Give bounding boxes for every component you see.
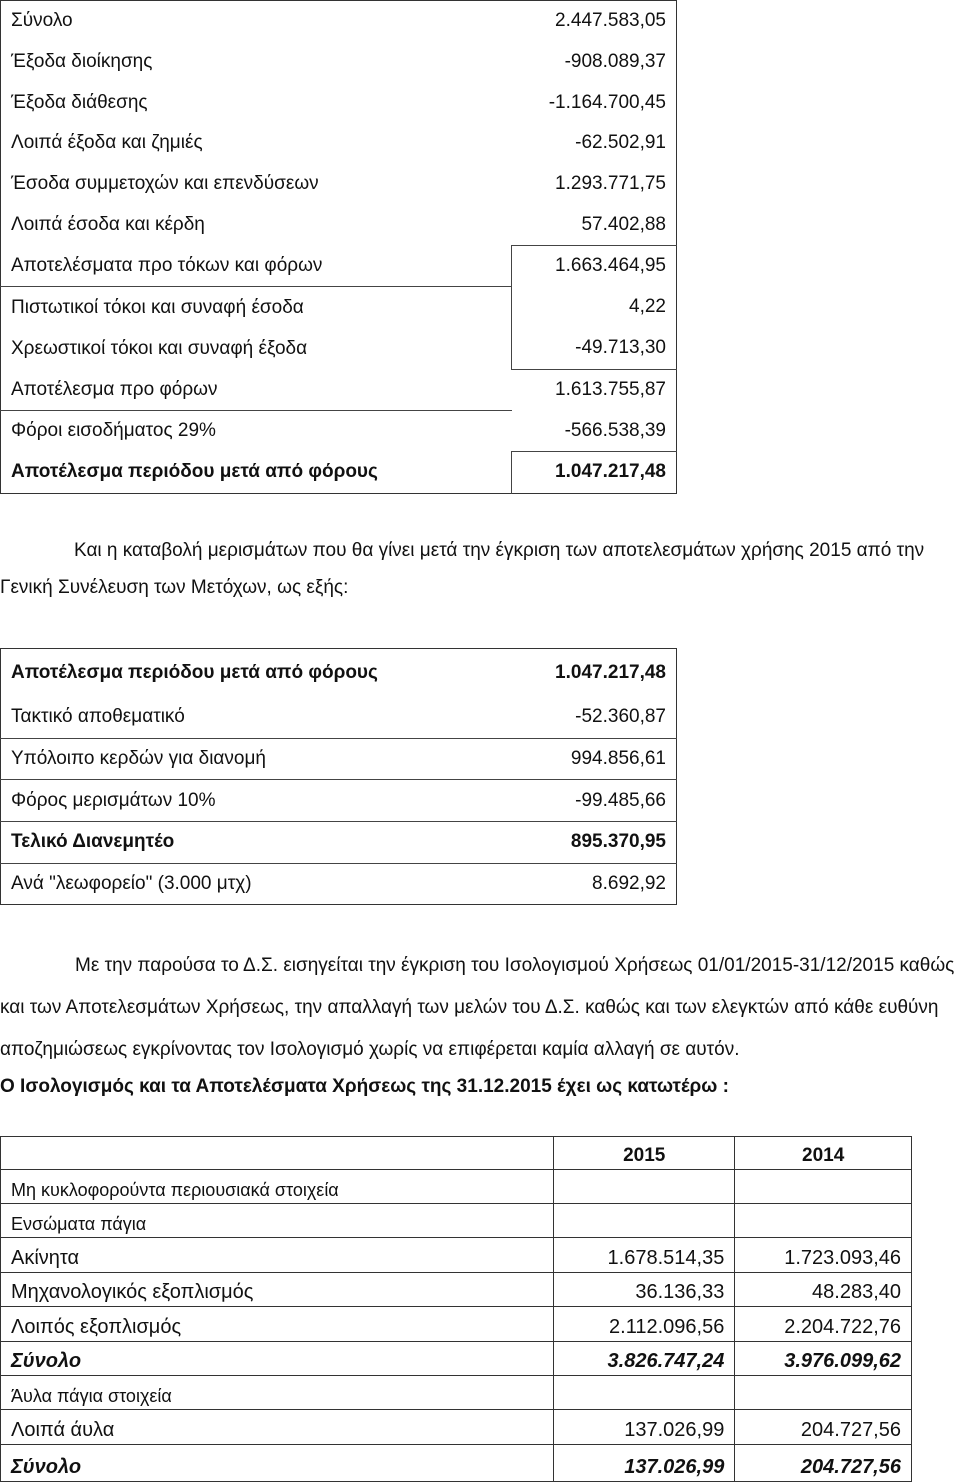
- table-row: [1, 863, 677, 905]
- table-cell: 1.723.093,46: [735, 1238, 912, 1273]
- table-cell: Ενσώματα πάγια: [1, 1204, 554, 1238]
- row-label: Τακτικό αποθεματικό: [1, 697, 512, 738]
- row-value: 2.447.583,05: [555, 10, 666, 32]
- header-cell: 2015: [554, 1137, 735, 1170]
- table-row: [1, 82, 677, 123]
- row-label: Λοιπά έξοδα και ζημιές: [11, 132, 203, 154]
- row-value: -62.502,91: [575, 132, 666, 154]
- row-label: Φόρος μερισμάτων 10%: [1, 780, 512, 822]
- table-cell: 36.136,33: [554, 1272, 735, 1307]
- table-cell: [554, 1376, 735, 1410]
- row-value: 994.856,61: [511, 738, 677, 780]
- table-row: [1, 287, 677, 328]
- table-cell: [554, 1204, 735, 1238]
- row-label: Υπόλοιπο κερδών για διανομή: [1, 738, 512, 780]
- table-row: [1, 780, 677, 822]
- table-cell: [735, 1376, 912, 1410]
- table-cell: 137.026,99: [554, 1444, 735, 1481]
- row-label: Φόροι εισοδήματος 29%: [11, 420, 216, 442]
- row-value: 1.047.217,48: [512, 452, 677, 494]
- table-cell: Άυλα πάγια στοιχεία: [1, 1376, 554, 1410]
- table-row: [1, 1170, 912, 1204]
- table-row: [1, 204, 677, 245]
- row-label: Έξοδα διοίκησης: [11, 51, 153, 73]
- table-cell: 204.727,56: [735, 1410, 912, 1445]
- table-cell: 204.727,56: [735, 1444, 912, 1481]
- table-row: [1, 452, 677, 494]
- row-label: Έξοδα διάθεσης: [11, 91, 148, 113]
- balance-heading: Ο Ισολογισμός και τα Αποτελέσματα Χρήσεως της 31.12.2015 έχει ως κατωτέρω :: [0, 1076, 729, 1097]
- table-cell: 137.026,99: [554, 1410, 735, 1445]
- table-row: [1, 1, 677, 42]
- table-cell: Σύνολο: [1, 1341, 554, 1376]
- table-row: [1, 1272, 912, 1307]
- row-value: 1.293.771,75: [555, 173, 666, 195]
- header-cell: [1, 1137, 554, 1170]
- row-value: 1.663.464,95: [512, 246, 677, 287]
- table-cell: Σύνολο: [1, 1444, 554, 1481]
- table-cell: 2.112.096,56: [554, 1307, 735, 1342]
- table-row: [1, 164, 677, 205]
- row-value: -566.538,39: [512, 410, 677, 451]
- row-label: Αποτέλεσμα περιόδου μετά από φόρους: [11, 461, 378, 483]
- row-label: Χρεωστικοί τόκοι και συναφή έξοδα: [11, 337, 308, 359]
- row-value: 1.613.755,87: [555, 379, 666, 401]
- row-value: -908.089,37: [564, 51, 666, 73]
- header-cell: 2014: [735, 1137, 912, 1170]
- table-row: [1, 1204, 912, 1238]
- row-label: Τελικό Διανεμητέο: [1, 822, 512, 864]
- table-cell: 3.976.099,62: [735, 1341, 912, 1376]
- table-cell: 1.678.514,35: [554, 1238, 735, 1273]
- table-row: [1, 328, 677, 369]
- row-label: Έσοδα συμμετοχών και επενδύσεων: [11, 173, 319, 195]
- table-row: [1, 649, 677, 698]
- dividend-paragraph: Και η καταβολή μερισμάτων που θα γίνει μετά την έγκριση των αποτελεσμάτων χρήσης 2015 από την Γενική Συνέλευση των Μετόχων, ως εξής:: [0, 540, 925, 598]
- table-cell: Λοιπός εξοπλισμός: [1, 1307, 554, 1342]
- table-row: [1, 1341, 912, 1376]
- approval-paragraph: Με την παρούσα το Δ.Σ. εισηγείται την έγκριση του Ισολογισμού Χρήσεως 01/01/2015-31/12/2015 καθώς και των Αποτελεσμάτων Χρήσεως, την απαλλαγή των μελών του Δ.Σ. καθώς και των ελεγκτών από κάθε ευθύνη αποζημιώσεως εγκρίνοντας τον Ισολογισμό χωρίς να επιφέρεται καμία αλλαγή σε αυτόν.: [0, 955, 955, 1060]
- table-cell: Μη κυκλοφορούντα περιουσιακά στοιχεία: [1, 1170, 554, 1204]
- row-label: Πιστωτικοί τόκοι και συναφή έσοδα: [11, 296, 304, 318]
- table-cell: [735, 1204, 912, 1238]
- table-cell: Ακίνητα: [1, 1238, 554, 1273]
- row-label: Αποτελέσματα προ τόκων και φόρων: [1, 246, 512, 287]
- row-label: Αποτέλεσμα περιόδου μετά από φόρους: [11, 662, 378, 683]
- row-value: 1.047.217,48: [555, 662, 666, 683]
- row-value: 57.402,88: [512, 204, 677, 245]
- table-row: [1, 1410, 912, 1445]
- table-cell: 48.283,40: [735, 1272, 912, 1307]
- table-header-row: [1, 1137, 912, 1170]
- table-cell: 2.204.722,76: [735, 1307, 912, 1342]
- results-table: [0, 0, 677, 494]
- table-row: [1, 738, 677, 780]
- row-label: Ανά "λεωφορείο" (3.000 μτχ): [11, 873, 252, 895]
- table-row: [1, 1307, 912, 1342]
- table-row: [1, 246, 677, 287]
- table-row: [1, 697, 677, 738]
- table-cell: Λοιπά άυλα: [1, 1410, 554, 1445]
- table-cell: [735, 1170, 912, 1204]
- row-value: 895.370,95: [511, 822, 677, 864]
- table-row: [1, 1376, 912, 1410]
- row-value: 8.692,92: [592, 873, 666, 895]
- balance-table: [0, 1136, 912, 1482]
- row-label: Σύνολο: [11, 10, 73, 32]
- row-value: 4,22: [512, 287, 677, 328]
- row-label: Λοιπά έσοδα και κέρδη: [11, 214, 205, 236]
- distribution-table: [0, 648, 677, 905]
- table-row: [1, 123, 677, 164]
- table-row: [1, 822, 677, 864]
- table-row: [1, 410, 677, 451]
- row-value: -52.360,87: [511, 697, 677, 738]
- table-row: [1, 369, 677, 410]
- table-row: [1, 1444, 912, 1481]
- table-row: [1, 1238, 912, 1273]
- row-value: -99.485,66: [511, 780, 677, 822]
- table-cell: Μηχανολογικός εξοπλισμός: [1, 1272, 554, 1307]
- table-row: [1, 42, 677, 83]
- table-cell: 3.826.747,24: [554, 1341, 735, 1376]
- table-cell: [554, 1170, 735, 1204]
- row-value: -49.713,30: [512, 328, 677, 369]
- row-label: Αποτέλεσμα προ φόρων: [1, 369, 512, 410]
- row-value: -1.164.700,45: [548, 91, 666, 113]
